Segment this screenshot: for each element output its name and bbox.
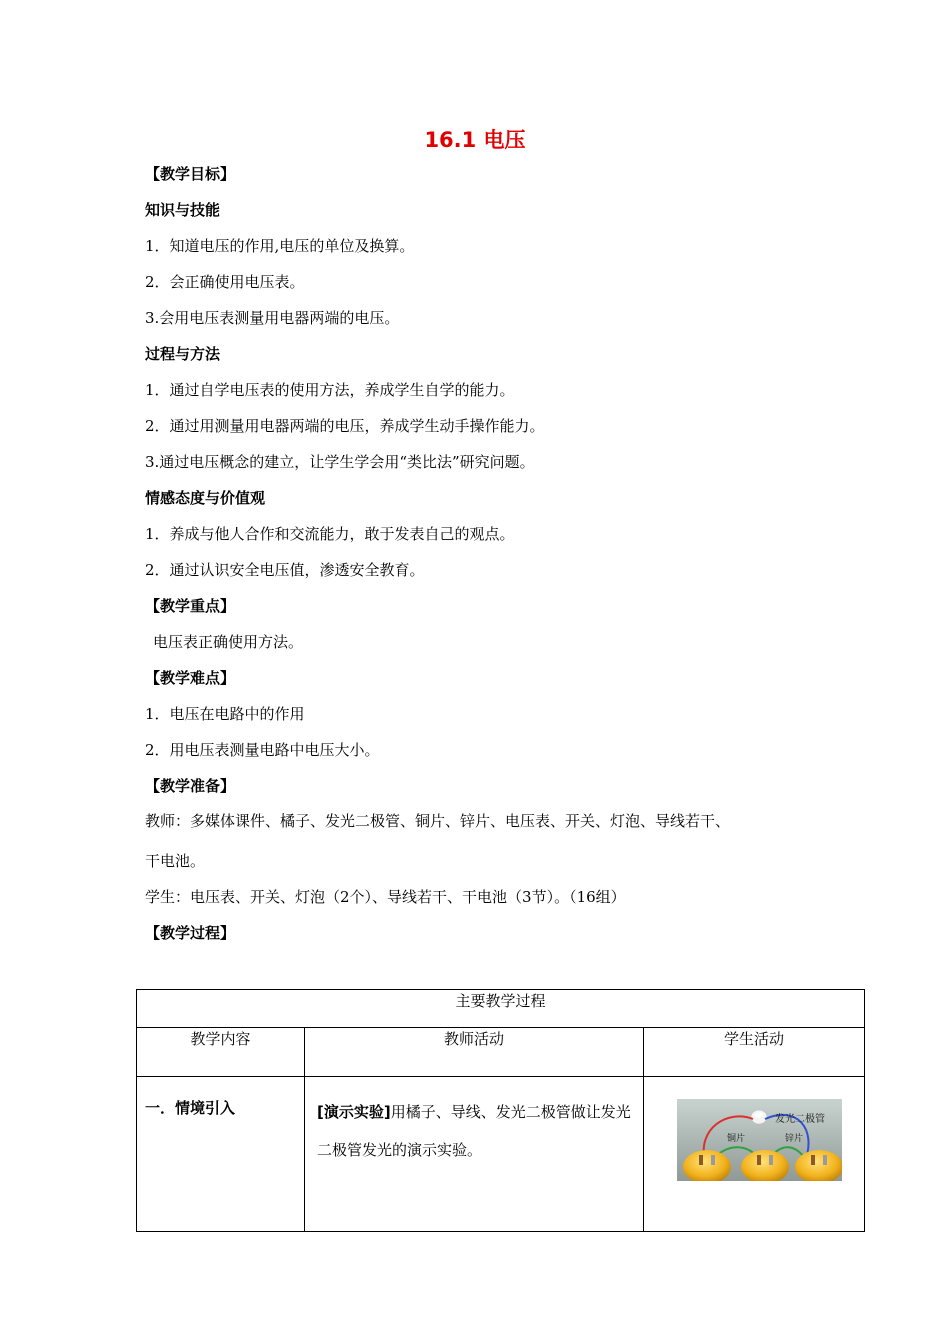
prep-heading: 【教学准备】 [145,777,236,795]
prep-teacher: 教师：多媒体课件、橘子、发光二极管、铜片、锌片、电压表、开关、灯泡、导线若干、 [145,812,731,830]
column-header-teacher: 教师活动 [305,1028,644,1077]
content-cell: 一．情境引入 [137,1077,305,1232]
prep-student: 学生：电压表、开关、灯泡（2个）、导线若干、干电池（3节）。（16组） [145,888,626,906]
attitude-item: 1．养成与他人合作和交流能力，敢于发表自己的观点。 [145,525,515,543]
attitude-item: 2．通过认识安全电压值，渗透安全教育。 [145,561,425,579]
table-caption: 主要教学过程 [137,990,865,1028]
student-activity-cell [644,1077,865,1232]
key-heading: 【教学重点】 [145,597,236,615]
attitude-heading: 情感态度与价值观 [145,489,266,507]
label-led: 发光二极管 [775,1114,825,1125]
knowledge-heading: 知识与技能 [145,201,221,219]
procedure-table [136,989,865,1232]
teacher-activity-cell [305,1077,644,1232]
difficulty-item: 1．电压在电路中的作用 [145,705,305,723]
label-copper: 铜片 [727,1134,746,1144]
label-zinc: 锌片 [785,1134,804,1144]
objectives-heading: 【教学目标】 [145,165,236,183]
knowledge-item: 3.会用电压表测量用电器两端的电压。 [145,309,400,327]
process-item: 2．通过用测量用电器两端的电压，养成学生动手操作能力。 [145,417,545,435]
process-item: 3.通过电压概念的建立，让学生学会用“类比法”研究问题。 [145,453,535,471]
knowledge-item: 2．会正确使用电压表。 [145,273,305,291]
prep-teacher-cont: 干电池。 [145,852,206,870]
page-title: 16.1 电压 [424,128,526,152]
procedure-heading: 【教学过程】 [145,924,236,942]
knowledge-item: 1．知道电压的作用,电压的单位及换算。 [145,237,415,255]
process-heading: 过程与方法 [145,345,221,363]
demo-tag: [演示实验] [317,1103,391,1121]
column-header-student: 学生活动 [644,1028,865,1077]
key-text: 电压表正确使用方法。 [153,633,304,651]
orange-battery-photo [677,1099,842,1181]
process-item: 1．通过自学电压表的使用方法，养成学生自学的能力。 [145,381,515,399]
difficulty-heading: 【教学难点】 [145,669,236,687]
teacher-activity-text: 用橘子、导线、发光二极管做让发光二极管发光的演示实验。 [317,1103,631,1159]
column-header-content: 教学内容 [137,1028,305,1077]
difficulty-item: 2．用电压表测量电路中电压大小。 [145,741,380,759]
